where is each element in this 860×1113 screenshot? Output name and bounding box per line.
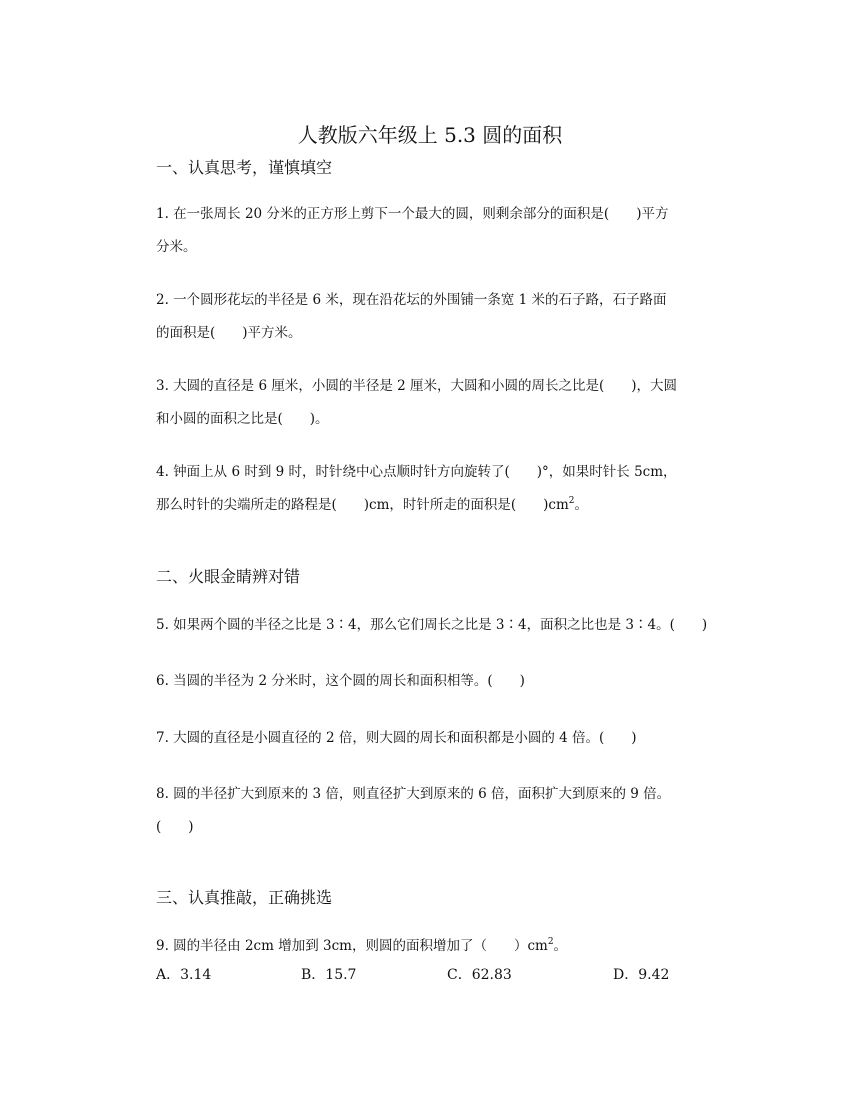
- question-2-line-1: 2. 一个圆形花坛的半径是 6 米，现在沿花坛的外围铺一条宽 1 米的石子路，石子路面: [156, 292, 667, 308]
- question-9-options: [0, 963, 860, 987]
- question-9-end: 。: [553, 938, 568, 954]
- question-1: [156, 198, 716, 264]
- question-2-line-2: 的面积是( )平方米。: [156, 325, 302, 341]
- option-a[interactable]: A．3.14: [156, 967, 212, 983]
- question-4-superscript: 2: [568, 495, 575, 506]
- section-heading-true-false: 二、火眼金睛辨对错: [156, 567, 301, 586]
- question-7: [156, 722, 716, 755]
- question-6-line-1: 6. 当圆的半径为 2 分米时，这个圆的周长和面积相等。( ): [156, 673, 525, 689]
- question-9-superscript: 2: [547, 936, 554, 947]
- option-b[interactable]: B．15.7: [301, 967, 357, 983]
- option-d[interactable]: D．9.42: [613, 967, 670, 983]
- question-8-line-1: 8. 圆的半径扩大到原来的 3 倍，则直径扩大到原来的 6 倍，面积扩大到原来的 9 倍。: [156, 786, 671, 802]
- section-heading-multiple-choice: 三、认真推敲，正确挑选: [156, 888, 333, 907]
- question-5: [156, 609, 716, 642]
- section-heading-fill-blank: 一、认真思考，谨慎填空: [156, 158, 333, 177]
- question-2: [156, 284, 716, 350]
- question-7-line-1: 7. 大圆的直径是小圆直径的 2 倍，则大圆的周长和面积都是小圆的 4 倍。( ): [156, 730, 637, 746]
- question-4-line-1: 4. 钟面上从 6 时到 9 时，时针绕中心点顺时针方向旋转了( )°，如果时针长 5cm，: [156, 464, 677, 480]
- question-6: [156, 665, 716, 698]
- question-3-line-2: 和小圆的面积之比是( )。: [156, 411, 329, 427]
- question-8: [156, 778, 716, 844]
- question-8-line-2: ( ): [156, 819, 194, 835]
- question-1-line-2: 分米。: [156, 239, 197, 255]
- option-c[interactable]: C．62.83: [447, 967, 512, 983]
- question-4-line-2-text: 那么时针的尖端所走的路程是( )cm，时针所走的面积是( )cm: [156, 497, 569, 513]
- question-3-line-1: 3. 大圆的直径是 6 厘米，小圆的半径是 2 厘米，大圆和小圆的周长之比是( )，大圆: [156, 378, 678, 394]
- question-3: [156, 370, 716, 436]
- question-9: [156, 930, 716, 963]
- question-5-line-1: 5. 如果两个圆的半径之比是 3∶4，那么它们周长之比是 3∶4，面积之比也是 3∶4。( ): [156, 617, 708, 633]
- question-1-line-1: 1. 在一张周长 20 分米的正方形上剪下一个最大的圆，则剩余部分的面积是( )平方: [156, 206, 669, 222]
- question-9-text: 9. 圆的半径由 2cm 增加到 3cm，则圆的面积增加了（ ）cm: [156, 938, 548, 954]
- question-4-line-2: [156, 489, 716, 522]
- page-title: 人教版六年级上 5.3 圆的面积: [297, 123, 563, 147]
- question-4: [156, 456, 716, 522]
- question-4-line-2-end: 。: [574, 497, 589, 513]
- question-9-line-1: [156, 930, 716, 963]
